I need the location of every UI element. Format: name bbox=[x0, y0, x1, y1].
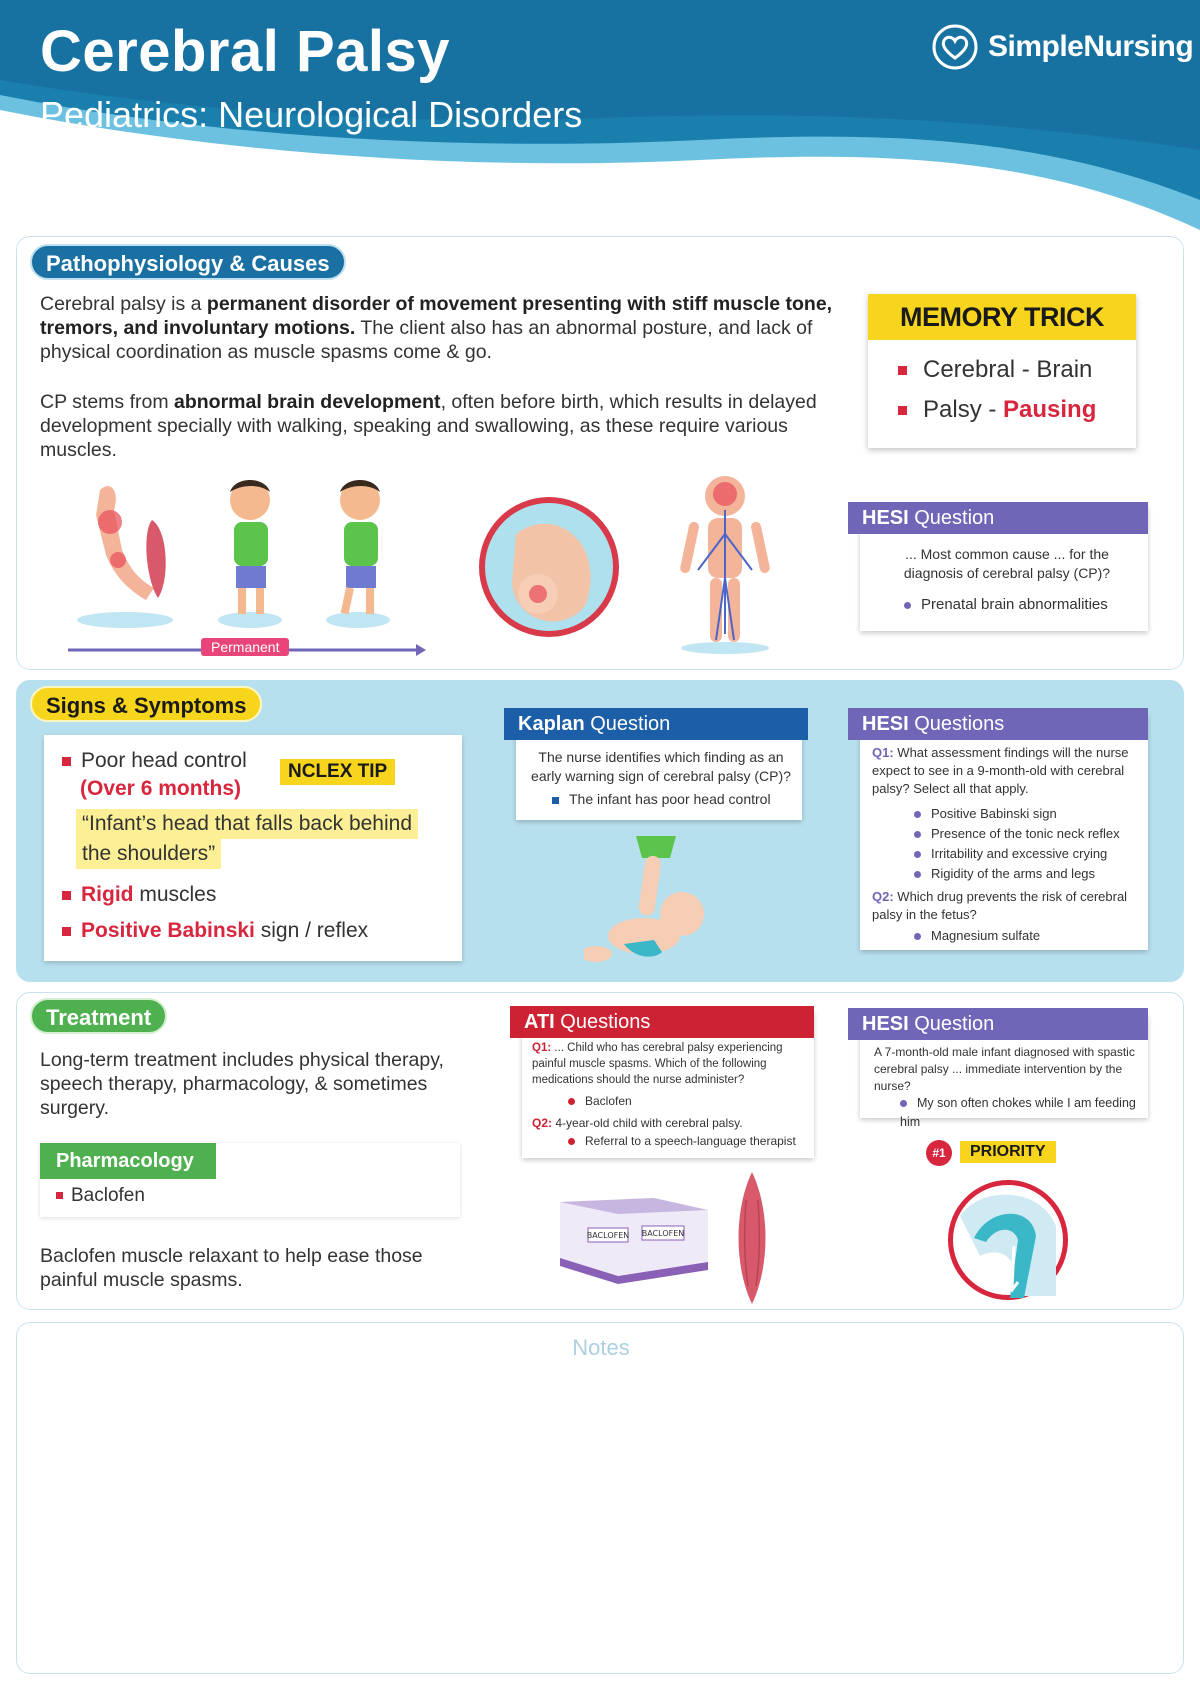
page-subtitle: Pediatrics: Neurological Disorders bbox=[40, 94, 583, 135]
page-title: Cerebral Palsy bbox=[40, 19, 451, 84]
pharmacology-card bbox=[40, 1143, 460, 1217]
signs-list-card bbox=[44, 735, 462, 961]
bullet-icon bbox=[914, 851, 921, 858]
baclofen-box-label-1: BACLOFEN bbox=[586, 1231, 630, 1240]
ati-q2-text: Q2: 4-year-old child with cerebral palsy. bbox=[532, 1116, 743, 1130]
pathophysiology-heading: Pathophysiology & Causes bbox=[30, 244, 346, 280]
ati-q1-text: Q1: ... Child who has cerebral palsy experiencing painful muscle spasms. Which of the following medications should the nurse administer? bbox=[532, 1042, 783, 1086]
hesi-q1-text: Q1: What assessment findings will the nurse expect to see in a 9-month-old with cerebral palsy? Select all that apply. bbox=[872, 745, 1129, 796]
bullet-icon bbox=[914, 831, 921, 838]
hesi-answer: My son often chokes while I am feeding him bbox=[900, 1096, 1136, 1129]
kaplan-answer: The infant has poor head control bbox=[552, 790, 792, 809]
header-banner bbox=[0, 0, 1200, 240]
notes-label: Notes bbox=[572, 1335, 630, 1360]
permanent-label: Permanent bbox=[201, 638, 289, 656]
bullet-icon bbox=[914, 871, 921, 878]
ati-q1-answer: Baclofen bbox=[568, 1092, 632, 1111]
nclex-tip-quote-cont: the shoulders” bbox=[76, 839, 221, 869]
sign-age-note: (Over 6 months) bbox=[80, 777, 242, 800]
stethoscope-heart-icon bbox=[930, 22, 980, 72]
infant-head-lag-illustration bbox=[584, 836, 720, 968]
airway-illustration bbox=[940, 1176, 1076, 1304]
hesi-question-header: HESI Question bbox=[848, 1008, 1148, 1040]
hesi-answer: Prenatal brain abnormalities bbox=[904, 595, 1144, 614]
hesi-q2-answer: Magnesium sulfate bbox=[914, 926, 1040, 945]
hesi-questions-card-signs bbox=[860, 714, 1148, 950]
brand-logo bbox=[930, 22, 1193, 72]
bullet-icon bbox=[898, 406, 907, 415]
bullet-icon bbox=[552, 797, 559, 804]
hesi-question-card-treatment bbox=[860, 1013, 1148, 1129]
hesi-q1-answer-4: Rigidity of the arms and legs bbox=[914, 864, 1120, 884]
nclex-tip-quote: “Infant’s head that falls back behind bbox=[76, 809, 418, 839]
signs-symptoms-heading: Signs & Symptoms bbox=[30, 686, 262, 722]
hesi-q1-answers bbox=[914, 804, 1120, 884]
bullet-icon bbox=[56, 1192, 63, 1199]
nclex-tip-badge: NCLEX TIP bbox=[280, 759, 395, 785]
hesi-q1-answer-2: Presence of the tonic neck reflex bbox=[914, 824, 1120, 844]
bullet-icon bbox=[62, 757, 71, 766]
ati-q2-answer: Referral to a speech-language therapist bbox=[568, 1132, 796, 1151]
treatment-heading: Treatment bbox=[30, 998, 167, 1034]
bullet-icon bbox=[568, 1138, 575, 1145]
pharmacology-item: Baclofen bbox=[56, 1185, 145, 1207]
bullet-icon bbox=[62, 891, 71, 900]
kaplan-question-card bbox=[516, 714, 802, 820]
baclofen-box-muscle-illustration bbox=[558, 1170, 808, 1306]
priority-badge: PRIORITY bbox=[960, 1141, 1056, 1163]
sign-poor-head-control: Poor head control bbox=[62, 749, 247, 773]
bullet-icon bbox=[914, 811, 921, 818]
hesi-questions-header: HESI Questions bbox=[848, 708, 1148, 740]
sign-rigid-muscles: Rigid muscles bbox=[62, 883, 216, 907]
hesi-question-text: ... Most common cause ... for the diagnosis of cerebral palsy (CP)? bbox=[903, 546, 1111, 581]
bullet-icon bbox=[904, 602, 911, 609]
ati-questions-card bbox=[522, 1010, 814, 1158]
kaplan-question-text: The nurse identifies which finding as an early warning sign of cerebral palsy (CP)? bbox=[531, 749, 791, 784]
hesi-q2-text: Q2: Which drug prevents the risk of cerebral palsy in the fetus? bbox=[872, 889, 1128, 922]
hesi-question-text: A 7-month-old male infant diagnosed with spastic cerebral palsy ... immediate intervention by the nurse? bbox=[874, 1045, 1135, 1093]
treatment-text: Long-term treatment includes physical therapy, speech therapy, pharmacology, & sometimes surgery. bbox=[40, 1049, 444, 1119]
hesi-q1-answer-1: Positive Babinski sign bbox=[914, 804, 1120, 824]
bullet-icon bbox=[568, 1098, 575, 1105]
pathophysiology-paragraph-1: Cerebral palsy is a permanent disorder of movement presenting with stiff muscle tone, tremors, and involuntary motions. The client also has an abnormal posture, and lack of physical coordination as muscle spasms come & go. bbox=[40, 293, 833, 363]
notes-section[interactable] bbox=[16, 1322, 1184, 1674]
priority-number-badge: #1 bbox=[926, 1140, 952, 1166]
pharmacology-header: Pharmacology bbox=[40, 1143, 216, 1179]
fetus-in-womb-illustration bbox=[476, 494, 622, 640]
brand-name: SimpleNursing bbox=[988, 30, 1194, 63]
kaplan-question-header: Kaplan Question bbox=[504, 708, 808, 740]
bullet-icon bbox=[914, 933, 921, 940]
memory-trick-title: MEMORY TRICK bbox=[868, 294, 1136, 340]
hesi-q1-answer-3: Irritability and excessive crying bbox=[914, 844, 1120, 864]
memory-trick-card bbox=[868, 294, 1136, 448]
child-posture-illustration bbox=[70, 470, 430, 660]
ati-questions-header: ATI Questions bbox=[510, 1006, 814, 1038]
baclofen-box-label-2: BACLOFEN bbox=[641, 1229, 685, 1238]
bullet-icon bbox=[898, 366, 907, 375]
memory-row-cerebral: Cerebral - Brain bbox=[898, 356, 1092, 384]
nervous-system-illustration bbox=[670, 474, 780, 654]
memory-row-palsy: Palsy - Pausing bbox=[898, 396, 1096, 424]
hesi-question-card-patho bbox=[860, 505, 1148, 631]
bullet-icon bbox=[900, 1100, 907, 1107]
pathophysiology-paragraph-2: CP stems from abnormal brain development, often before birth, which results in delayed development specially with walking, speaking and swallowing, as these require various muscles. bbox=[40, 391, 817, 461]
baclofen-note: Baclofen muscle relaxant to help ease those painful muscle spasms. bbox=[40, 1245, 423, 1291]
sign-babinski: Positive Babinski sign / reflex bbox=[62, 919, 368, 943]
hesi-question-header: HESI Question bbox=[848, 502, 1148, 534]
bullet-icon bbox=[62, 927, 71, 936]
